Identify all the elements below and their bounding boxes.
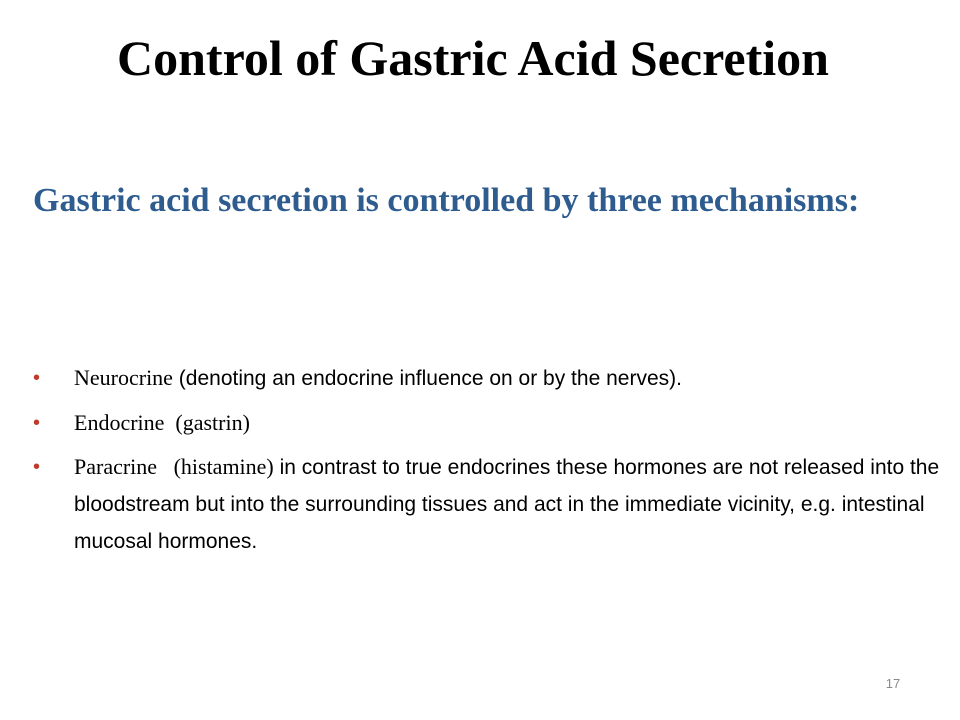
bullet-term: Neurocrine [74,365,173,390]
list-item [0,449,960,560]
bullet-dot-icon: • [33,367,41,389]
bullet-detail: (denoting an endocrine influence on or by the nerves). [172,367,682,390]
bullet-paren: (histamine) [157,454,274,479]
bullet-term: Paracrine [74,454,158,479]
list-item [0,360,960,397]
bullet-dot-icon: • [33,412,41,434]
bullet-list [0,360,960,568]
slide-title: Control of Gastric Acid Secretion [117,30,829,86]
bullet-dot-icon: • [33,456,41,478]
list-item [0,405,960,441]
page-number: 17 [885,676,901,691]
bullet-term: Endocrine [74,410,165,435]
bullet-detail: in contrast to true endocrines these hormones are not released into the bloodstream but into the surrounding tissues and act in the immediate vicinity, e.g. intestinal mucosal hormones. [74,456,940,553]
slide-subtitle: Gastric acid secretion is controlled by three mechanisms: [33,182,860,219]
bullet-detail: (gastrin) [164,410,250,435]
